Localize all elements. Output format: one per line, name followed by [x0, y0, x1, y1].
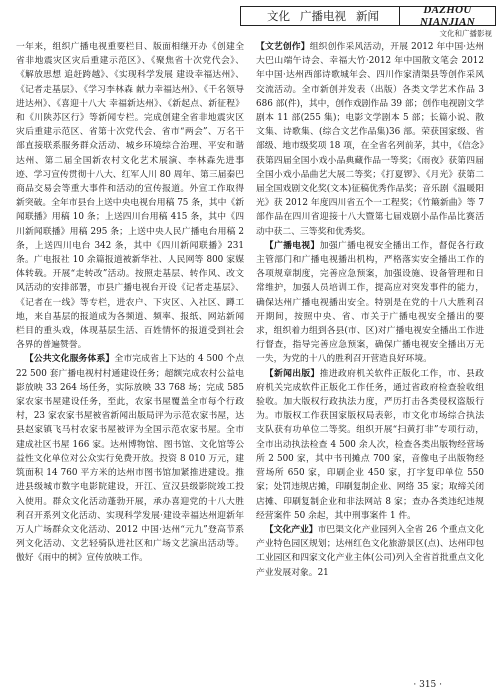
page-header [0, 0, 500, 42]
section-heading: 【文艺创作】 [256, 42, 310, 52]
broadcast-news-paragraph: 一年来，组织广播电视重要栏目、版面相继开办《创建全省非地震灾区灾后重建示范区》、《聚焦省十次党代会》、《解放思想 追赶跨越》、《实现科学发展 建设幸福达州》、《记者走基层》、《学习李林森 献力幸福达州》、《千名领导进达州》、《喜迎十八大 幸福新达州》、《新起点、新征程》和《川陕苏区行》等新闻专栏。完成创建全省非地震灾区灾后重建示范区、省第十次党代会、省市“两会”、万名干部直接联系服务群众活动、城乡环境综合治理、平安和谐达州、第二届全国新农村文化艺术展演、李林森先进事迹、学习宣传贯彻十八大、红军人川 80 周年、第三届秦巴商品交易会等重大事件和活动的宣传报道。外宣工作取得新突破。全年市县台上送中央电视台用稿 75 条，其中《新闻联播》用稿 10 条；上送四川台用稿 415 条，其中《四川新闻联播》用稿 295 条；上送中央人民广播电台用稿 2 条，上送四川电台 342 条，其中《四川新闻联播》231 条。广电报社 10 余篇报道被新华社、人民网等 800 家媒体转载。开展“走转改”活动。按照走基层、转作风、改文风活动的安排部署，市县广播电视台开设《记者走基层》、《记者在一线》等专栏，进农户、下灾区、入社区、蹲工地，来自基层的报道成为各频道、频率、报纸、网站新闻栏目的重头戏，体现基层生活、百姓情怀的报道受到社会各界的普遍赞誉。 [16, 42, 244, 351]
press-publication-section [256, 367, 484, 523]
section-heading: 【文化产业】 [264, 524, 318, 535]
section-subtitle: 文化和广播影视 [439, 29, 492, 38]
header-categories [241, 8, 399, 24]
section-heading: 【公共文化服务体系】 [24, 354, 115, 365]
header-category-bar [240, 6, 496, 26]
header-category-culture: 文化 [267, 9, 290, 23]
section-body: 加强广播电视安全播出工作，督促各行政主管部门和广播电视播出机构，严格落实安全播出工作的各项规章制度，完善应急预案，加强设施、设备管理和日常维护，加强人员培训工作，提高应对突发事件的能力，确保达州广播电视播出安全。特别是在党的十八大胜利召开期间，按照中央、省、市关于广播电视安全播出的要求，组织着力组到各县(市、区)对广播电视安全播出工作进行督查，指导完善应急预案，确保广播电视安全播出万无一失，为党的十八的胜利召开营造良好环境。 [256, 240, 484, 365]
section-heading: 【广播电视】 [264, 240, 320, 251]
right-column [256, 40, 484, 580]
yearbook-title: DAZHOU NIANJIAN [420, 4, 475, 28]
broadcast-tv-section [256, 239, 484, 367]
public-culture-section [16, 352, 244, 565]
page-number: · 315 · [413, 680, 442, 690]
section-body: 市巴渠文化产业园列入全省 26 个重点文化产业特色园区规划；达州红色文化旅游景区(点)、达州印包工业园区和四家文化产业主体(公司)列入全省首批重点文化产业发展对象。21 [256, 524, 484, 578]
section-body: 推进政府机关软件正版化工作，市、县政府机关完成软件正版化工作任务，通过省政府检查验收组验收。加大版权行政执法力度，严历打击各类侵权盗版行为。市版权工作获国家版权局表彰，市文化市场综合执法支队获有功单位二等奖。组织开展“扫黄打非”专项行动，全市出动执法检查 4 500 余人次，检查各类出版物经营场所 2 500 家，其中书刊摊点 700 家，音像电子出版物经营场所 650 家，印刷企业 450 家，打字复印单位 550 家；处罚违规店摊，印刷复制企业、网络 35 家；取缔关闭店摊、印刷复制企业和非法网站 8 家；查办各类违纪违规经营案件 50 余起，其中刑事案件 1 件。 [256, 368, 484, 521]
culture-industry-section [256, 523, 484, 580]
section-body: 组织创作采风活动，开展 2012 年中国·达州大巴山端午诗会、幸福大竹·2012 年中国散文笔会 2012 年中国·达州西部诗歌城年会、四川作家清渠县等创作采风交流活动。全市新创并发表（出版）各类文学艺术作品 3 686 部(件)，其中，创作戏剧作品 39 部；创作电视剧文学剧本 11 部(255 集)；电影文学剧本 5 部；长篇小说、散文集、诗歌集、(综合文艺作品集)36 部。荣获国家级、省部级、地市级奖项 18 项，在全省名列前茅，其中，《信念》获第四届全国小戏小品典藏作品一等奖；《雨夜》获第四届全国小戏小品曲艺大展二等奖；《打夏锣》、《月光》获第二届全国戏剧文化奖(文本)征稿优秀作品奖；音乐剧《温暖阳光》获 2012 年度四川省五个一工程奖；《竹簸新曲》等 7 部作品在四川省迎接十八大暨第七届戏剧小品作品比赛活动中获二、三等奖和优秀奖。 [256, 42, 484, 237]
section-body: 全市完成省上下达的 4 500 个点 22 500 套广播电视村村通建设任务；超额完成农村公益电影放映 33 264 场任务，实际放映 33 768 场；完成 585 家农家书屋建设任务，至此，农家书屋覆盖全市每个行政村，23 家农家书屋被省新闻出版局评为示范农家书屋，达县赵家镇飞马村农家书屋被评为全国示范农家书屋。全市建成社区书屋 166 家。达州博物馆、图书馆、文化馆等公益性文化单位对公众实行免费开放。投资 8 010 万元，建筑面积 14 760 平方米的达州市图书馆加紧推进建设。推进县级城市数字电影院建设，开江、宣汉县级影院竣工投入使用。群众文化活动蓬勃开展，承办喜迎党的十八大胜利召开系列文化活动、实现科学发展·建设幸福达州迎新年万人广场群众文化活动、2012 中国·达州“元九”登高节系列文化活动、文艺轻骑队进社区和广场文艺演出活动等。傲好《雨中的树》宣传放映工作。 [16, 354, 244, 564]
header-category-broadcast: 广播电视 [300, 9, 346, 23]
left-column [16, 40, 244, 566]
section-heading: 【新闻出版】 [264, 368, 320, 379]
literary-creation-section [256, 40, 484, 239]
header-category-news: 新闻 [356, 9, 379, 23]
